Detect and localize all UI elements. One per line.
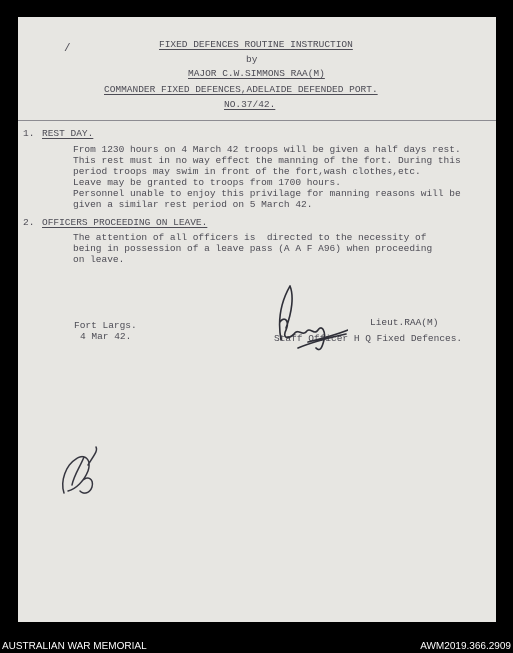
signatory-role: Staff Officer H Q Fixed Defences. xyxy=(274,333,463,344)
place: Fort Largs. xyxy=(74,320,137,331)
section-line: The attention of all officers is directed to the necessity of xyxy=(73,232,427,243)
section-heading: REST DAY. xyxy=(42,128,94,139)
document-author: MAJOR C.W.SIMMONS RAA(M) xyxy=(188,68,325,79)
handwritten-initials xyxy=(58,445,102,501)
document-number: NO.37/42. xyxy=(224,99,276,110)
section-line: on leave. xyxy=(73,254,125,265)
section-heading: OFFICERS PROCEEDING ON LEAVE. xyxy=(42,217,208,228)
header-rule xyxy=(18,120,496,121)
document-title: FIXED DEFENCES ROUTINE INSTRUCTION xyxy=(159,39,353,50)
section-line: Leave may be granted to troops from 1700 hours. xyxy=(73,177,341,188)
section-line: period troops may swim in front of the fort,wash clothes,etc. xyxy=(73,166,421,177)
section-line: This rest must in no way effect the manning of the fort. During this xyxy=(73,155,461,166)
section-number: 1. xyxy=(23,128,35,139)
section-line: Personnel unable to enjoy this privilage for manning reasons will be xyxy=(73,188,461,199)
page-mark: / xyxy=(64,43,71,55)
document-position: COMMANDER FIXED DEFENCES,ADELAIDE DEFENDED PORT. xyxy=(104,84,378,95)
section-line: being in possession of a leave pass (A A F A96) when proceeding xyxy=(73,243,433,254)
section-line: given a similar rest period on 5 March 42. xyxy=(73,199,313,210)
section-line: From 1230 hours on 4 March 42 troops will be given a half days rest. xyxy=(73,144,461,155)
footer-institution: AUSTRALIAN WAR MEMORIAL xyxy=(2,641,147,652)
footer-reference: AWM2019.366.2909 xyxy=(420,641,511,652)
document-page xyxy=(18,17,496,622)
section-number: 2. xyxy=(23,217,35,228)
signatory-rank: Lieut.RAA(M) xyxy=(370,317,439,328)
handwritten-signature xyxy=(268,282,348,357)
date: 4 Mar 42. xyxy=(80,331,132,342)
document-by: by xyxy=(246,54,258,65)
